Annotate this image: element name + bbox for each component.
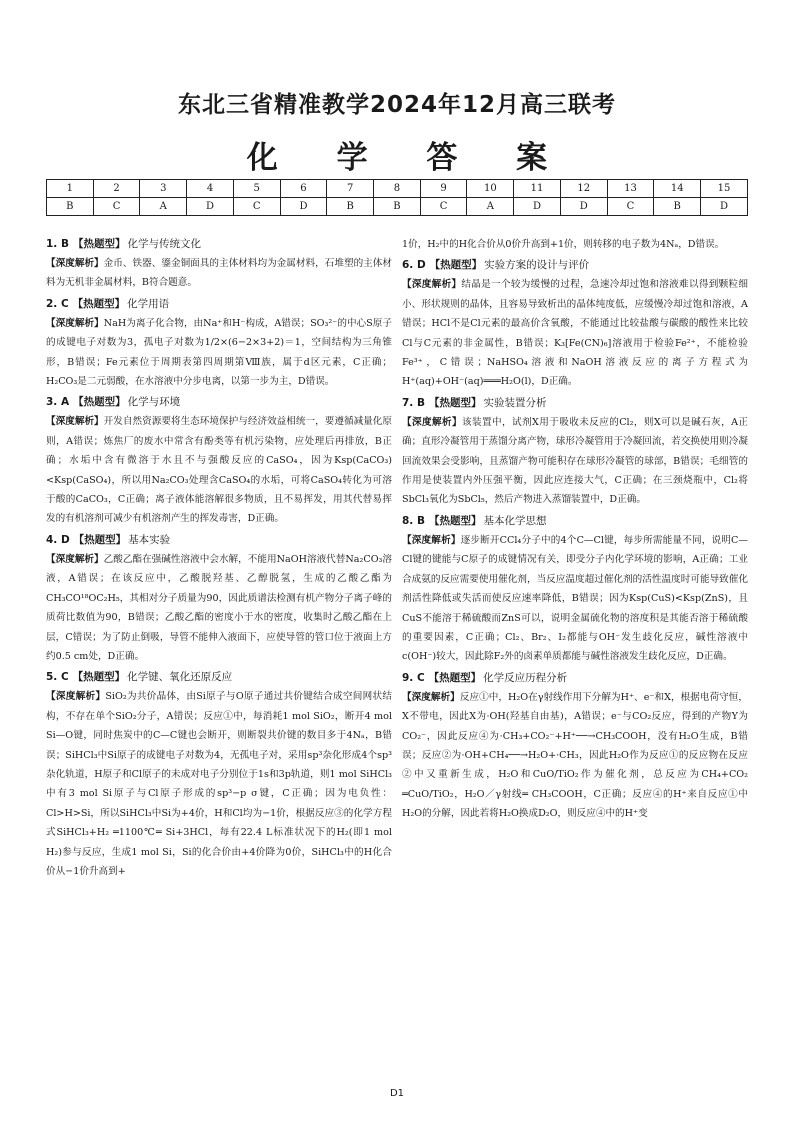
question-number-cell: 4 bbox=[187, 180, 234, 198]
question-number: 9. C bbox=[402, 671, 425, 684]
question-topic: 化学键、氧化还原反应 bbox=[127, 671, 233, 684]
question-number: 8. B bbox=[402, 514, 425, 527]
answer-letter-cell: B bbox=[654, 198, 701, 216]
analysis-text bbox=[402, 688, 748, 824]
answer-letter-cell: B bbox=[327, 198, 374, 216]
question-number-cell: 9 bbox=[420, 180, 467, 198]
question-type-tag: 【热题型】 bbox=[72, 297, 126, 310]
question-header bbox=[402, 669, 748, 688]
analysis-body: NaH为离子化合物，由Na⁺和H⁻构成，A错误；SO₃²⁻的中心S原子的成键电子对数为3，孤电子对数为1/2×(6−2×3+2)＝1，空间结构为三角锥形，B错误；Fe元素位于周期表第四周期第Ⅷ族，属于d区元素，C正确；H₂CO₃是二元弱酸，在水溶液中分步电离，以第一步为主，D错误。 bbox=[46, 317, 392, 388]
question-header bbox=[402, 394, 748, 413]
analysis-body: 逐步断开CCl₄分子中的4个C—Cl键，每步所需能量不同，说明C—Cl键的键能与C原子的成键情况有关，即受分子内化学环境的影响，A正确；工业合成氨的反应需要使用催化剂，当反应温度超过催化剂的活性温度时可能导致催化剂活性降低或失活而使反应速率降低，B错误；因为Ksp(CuS)<Ksp(ZnS)，且CuS不能溶于稀硫酸而ZnS可以，说明金属硫化物的溶度积是其能否溶于稀硫酸的重要因素，C正确；Cl₂、Br₂、I₂都能与OH⁻发生歧化反应，碱性溶液中c(OH⁻)较大，因此除F₂外的卤素单质都能与碱性溶液发生歧化反应，D正确。 bbox=[402, 534, 748, 663]
analysis-label: 【深度解析】 bbox=[46, 317, 104, 329]
answer-letter-cell: C bbox=[607, 198, 654, 216]
answer-letter-cell: D bbox=[280, 198, 327, 216]
question-number-cell: 10 bbox=[467, 180, 514, 198]
answer-letter-cell: A bbox=[140, 198, 187, 216]
answer-letter-cell: D bbox=[701, 198, 748, 216]
continuation-text: 1价，H₂中的H化合价从0价升高到+1价，则转移的电子数为4Nₐ，D错误。 bbox=[402, 239, 725, 250]
analysis-label: 【深度解析】 bbox=[46, 691, 106, 703]
left-column bbox=[46, 235, 392, 883]
question-number-cell: 1 bbox=[47, 180, 94, 198]
question-block bbox=[402, 394, 748, 510]
exam-title: 东北三省精准教学2024年12月高三联考 bbox=[177, 92, 617, 118]
answer-letter-cell: B bbox=[47, 198, 94, 216]
question-header bbox=[402, 512, 748, 531]
question-number-cell: 2 bbox=[93, 180, 140, 198]
analysis-body: SiO₂为共价晶体，由Si原子与O原子通过共价键结合成空间网状结构，不存在单个SiO₂分子，A错误；反应①中，每消耗1 mol SiO₂，断开4 mol Si—O键，同时焦炭中的C—C键也会断开，则断裂共价键的数目多于4Nₐ，B错误；SiHCl₃中Si原子的成键电子对数为4，无孤电子对，采用sp³杂化形成4个sp³杂化轨道，H原子和Cl原子的未成对电子分别位于1s和3p轨道，则1 mol SiHCl₃中有3 mol Si原子与Cl原子形成的sp³−p σ键，C正确；因为电负性：Cl>H>Si，所以SiHCl₃中Si为+4价，H和Cl均为−1价，根据反应③的化学方程式SiHCl₃+H₂ ═1100℃═ Si+3HCl，每有22.4 L标准状况下的H₂(即1 mol H₂)参与反应，生成1 mol Si，Si的化合价由+4价降为0价，SiHCl₃中的H化合价从−1价升高到+ bbox=[46, 691, 393, 877]
question-type-tag: 【热题型】 bbox=[72, 671, 126, 684]
answer-key-table bbox=[46, 179, 748, 216]
analysis-label: 【深度解析】 bbox=[402, 691, 460, 703]
answer-number-row bbox=[47, 180, 748, 198]
analysis-text bbox=[46, 412, 392, 528]
question-header bbox=[46, 295, 392, 314]
question-number: 5. C bbox=[46, 671, 69, 684]
question-header bbox=[46, 531, 392, 550]
question-number: 7. B bbox=[402, 396, 425, 409]
analysis-text bbox=[402, 531, 748, 667]
question-number-cell: 13 bbox=[607, 180, 654, 198]
analysis-body: 该装置中，试剂X用于吸收未反应的Cl₂，则X可以是碱石灰，A正确；直形冷凝管用于蒸馏分离产物，球形冷凝管用于冷凝回流，若交换使用则冷凝回流效果会受影响，且蒸馏产物可能积存在球形冷凝管的球部，B错误；毛细管的作用是使装置内外压强平衡，因此应连接大气，C正确；在三颈烧瓶中，Cl₂将SbCl₃氧化为SbCl₅，然后产物进入蒸馏装置中，D正确。 bbox=[402, 416, 749, 506]
question-header bbox=[46, 235, 392, 254]
question-number-cell: 12 bbox=[560, 180, 607, 198]
question-type-tag: 【热题型】 bbox=[429, 259, 483, 272]
analysis-label: 【深度解析】 bbox=[46, 553, 104, 565]
question-block bbox=[46, 393, 392, 528]
question-number: 3. A bbox=[46, 396, 70, 409]
answer-letter-cell: D bbox=[514, 198, 561, 216]
exam-subtitle: 化 学 答 案 bbox=[246, 140, 572, 176]
question-number: 4. D bbox=[46, 533, 70, 546]
analysis-body: 开发自然资源要将生态环境保护与经济效益相统一，要遵循减量化原则，A错误；炼焦厂的废水中常含有酚类等有机污染物，应处理后再排放，B正确；水垢中含有微溶于水且不与强酸反应的CaSO₄，因为Ksp(CaCO₃)<Ksp(CaSO₄)，所以用Na₂CO₃处理含CaSO₄的水垢，可将CaSO₄转化为可溶于酸的CaCO₃，C正确；离子液体能溶解很多物质，且不易挥发，用其代替易挥发的有机溶剂可减少有机溶剂产生的挥发毒害，D正确。 bbox=[46, 416, 393, 525]
question-block bbox=[46, 235, 392, 293]
question-block bbox=[46, 668, 392, 881]
question-block bbox=[402, 669, 748, 824]
analysis-label: 【深度解析】 bbox=[402, 416, 462, 428]
question-block bbox=[402, 512, 748, 667]
question-number-cell: 3 bbox=[140, 180, 187, 198]
answer-letter-cell: B bbox=[374, 198, 421, 216]
question-type-tag: 【热题型】 bbox=[72, 238, 126, 250]
question-number-cell: 14 bbox=[654, 180, 701, 198]
question-header bbox=[46, 668, 392, 687]
question-topic: 实验装置分析 bbox=[483, 396, 547, 409]
analysis-label: 【深度解析】 bbox=[46, 258, 104, 269]
analysis-text bbox=[46, 314, 392, 392]
answer-letter-cell: C bbox=[93, 198, 140, 216]
question-block bbox=[46, 531, 392, 666]
analysis-text bbox=[46, 687, 392, 881]
question-number-cell: 11 bbox=[514, 180, 561, 198]
analysis-text bbox=[402, 275, 748, 391]
question-block bbox=[46, 295, 392, 392]
question-topic: 化学用语 bbox=[127, 297, 170, 310]
question-type-tag: 【热题型】 bbox=[428, 514, 482, 527]
question-type-tag: 【热题型】 bbox=[73, 396, 126, 409]
question-topic: 化学反应历程分析 bbox=[483, 671, 568, 684]
question-number-cell: 15 bbox=[701, 180, 748, 198]
analysis-text bbox=[402, 413, 748, 510]
analysis-body: 金币、铁器、鎏金铜面具的主体材料均为金属材料，石堆塑的主体材料为无机非金属材料，B符合题意。 bbox=[46, 258, 393, 289]
question-header bbox=[402, 256, 748, 275]
analysis-label: 【深度解析】 bbox=[46, 416, 104, 428]
question-topic: 基本化学思想 bbox=[483, 514, 547, 527]
question-number-cell: 6 bbox=[280, 180, 327, 198]
question-number-cell: 8 bbox=[374, 180, 421, 198]
answer-letter-cell: C bbox=[420, 198, 467, 216]
question-type-tag: 【热题型】 bbox=[73, 533, 127, 546]
answer-letter-cell: A bbox=[467, 198, 514, 216]
question-type-tag: 【热题型】 bbox=[428, 671, 482, 684]
question-topic: 化学与传统文化 bbox=[127, 238, 201, 250]
question-number: 1. B bbox=[46, 238, 69, 250]
analysis-body: 乙酸乙酯在强碱性溶液中会水解，不能用NaOH溶液代替Na₂CO₃溶液，A错误；在该反应中，乙酸脱羟基、乙醇脱氢，生成的乙酸乙酯为CH₃CO¹⁸OC₂H₅，其相对分子质量为90，因此质谱法检测有机产物分子离子峰的质荷比数值为90，B错误；乙酸乙酯的密度小于水的密度，收集时乙酸乙酯在上层，C错误；为了防止倒吸，导管不能伸入液面下，应使导管的管口位于液面上方约0.5 cm处，D正确。 bbox=[46, 553, 393, 662]
question-topic: 化学与环境 bbox=[127, 396, 181, 409]
question-number-cell: 5 bbox=[233, 180, 280, 198]
analysis-body: 反应①中，H₂O在γ射线作用下分解为H⁺、e⁻和X，根据电荷守恒，X不带电，因此X为·OH(羟基自由基)，A错误；e⁻与CO₂反应，得到的产物Y为CO₂⁻，因此反应④为·CH₃+CO₂⁻+H⁺──→CH₃COOH，没有H₂O生成，B错误；反应②为·OH+CH₄──→H₂O+·CH₃，因此H₂O作为反应①的反应物在反应②中又重新生成，H₂O和CuO/TiO₂作为催化剂，总反应为CH₄+CO₂ ═CuO/TiO₂，H₂O／γ射线═ CH₃COOH，C正确；反应④的H⁺来自反应①中H₂O的分解，因此若将H₂O换成D₂O，则反应④中的H⁺变 bbox=[402, 691, 749, 820]
question-header bbox=[46, 393, 392, 412]
question-number: 2. C bbox=[46, 297, 69, 310]
analysis-text bbox=[46, 254, 392, 293]
answer-letter-cell: C bbox=[233, 198, 280, 216]
question-type-tag: 【热题型】 bbox=[428, 396, 482, 409]
question-topic: 实验方案的设计与评价 bbox=[484, 259, 590, 272]
page-number: D1 bbox=[389, 1088, 405, 1099]
question-block bbox=[402, 256, 748, 391]
right-column-questions bbox=[402, 256, 748, 823]
answer-letter-cell: D bbox=[560, 198, 607, 216]
question-number-cell: 7 bbox=[327, 180, 374, 198]
question-number: 6. D bbox=[402, 259, 426, 272]
analysis-label: 【深度解析】 bbox=[402, 534, 461, 546]
analysis-body: 结晶是一个较为缓慢的过程，急速冷却过饱和溶液难以得到颗粒细小、形状规则的晶体，且容易导致析出的晶体纯度低，应缓慢冷却过饱和溶液，A错误；HCl不是Cl元素的最高价含氧酸，不能通过比较盐酸与碳酸的酸性来比较Cl与C元素的非金属性，B错误；K₃[Fe(CN)₆]溶液用于检验Fe²⁺，不能检验Fe³⁺，C错误；NaHSO₄溶液和NaOH溶液反应的离子方程式为H⁺(aq)+OH⁻(aq)═══H₂O(l)，D正确。 bbox=[402, 279, 749, 388]
analysis-text bbox=[46, 550, 392, 666]
right-column bbox=[402, 235, 748, 826]
answer-letter-row bbox=[47, 198, 748, 216]
analysis-label: 【深度解析】 bbox=[402, 279, 462, 291]
question-topic: 基本实验 bbox=[128, 533, 171, 546]
answer-letter-cell: D bbox=[187, 198, 234, 216]
